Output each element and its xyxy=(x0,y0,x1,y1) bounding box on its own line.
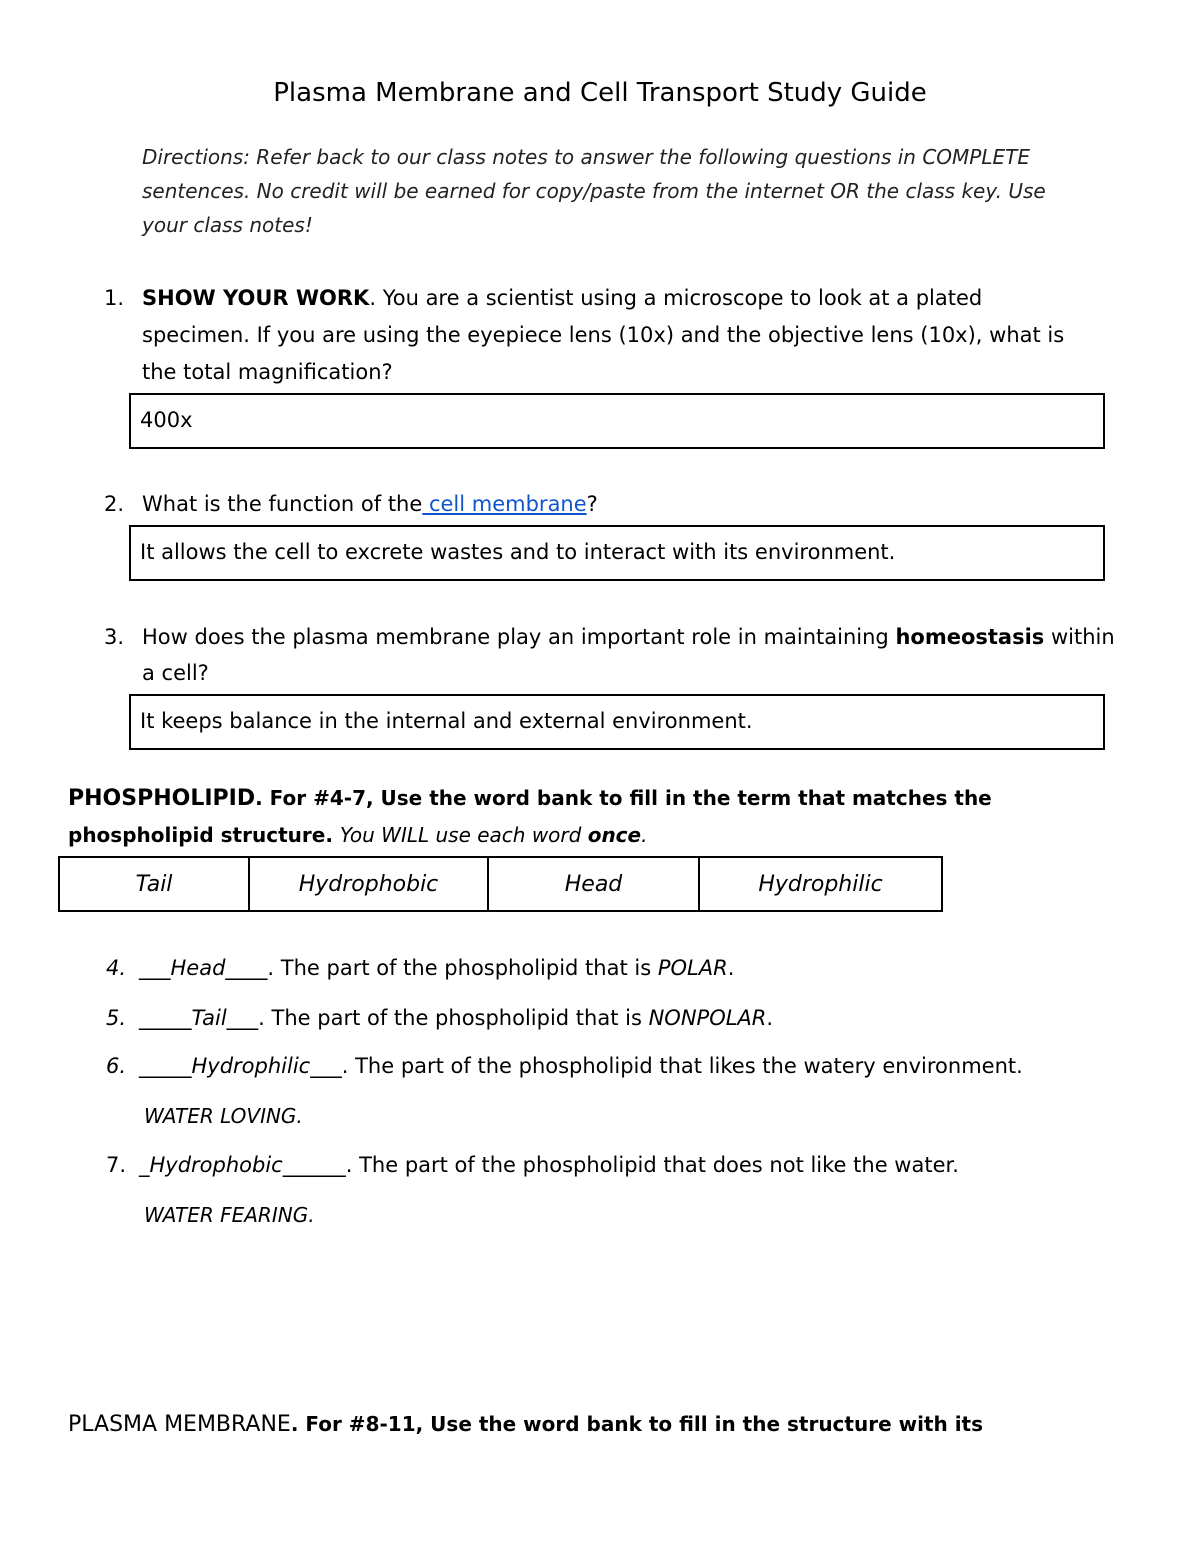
fill-in-5 xyxy=(139,1000,773,1037)
question-1-number: 1. xyxy=(104,286,125,310)
fill-in-5-emphasis: NONPOLAR xyxy=(648,1006,767,1030)
plasma-membrane-instruction: . For #8-11, Use the word bank to fill in the structure with its xyxy=(290,1412,984,1436)
phospholipid-structure-label: phospholipid structure xyxy=(68,823,326,847)
fill-in-4-emphasis: POLAR xyxy=(657,956,728,980)
question-2-number: 2. xyxy=(104,492,125,516)
fill-in-7-text: . The part of the phospholipid that does not like the water. xyxy=(345,1153,959,1177)
question-1-answer-box[interactable] xyxy=(129,393,1105,449)
question-1-answer: 400x xyxy=(140,408,193,432)
period-end: . xyxy=(641,823,648,847)
question-1-text: . You are a scientist using a microscope to look at a plated xyxy=(369,286,983,310)
fill-in-6-text: . The part of the phospholipid that likes the watery environment. xyxy=(341,1054,1023,1078)
phospholipid-instructions-line-2 xyxy=(68,817,647,854)
plasma-membrane-heading: PLASMA MEMBRANE xyxy=(68,1412,291,1437)
homeostasis-term: homeostasis xyxy=(895,625,1045,649)
question-1-line-1 xyxy=(142,280,982,317)
question-2-answer: It allows the cell to excrete wastes and to interact with its environment. xyxy=(140,540,896,564)
question-1-line-2: specimen. If you are using the eyepiece lens (10x) and the objective lens (10x), what is xyxy=(142,323,1065,347)
directions-line-1: Directions: Refer back to our class notes to answer the following questions in COMPLETE xyxy=(142,145,1030,169)
fill-in-6 xyxy=(139,1048,1023,1085)
fill-in-7-subtext: WATER FEARING. xyxy=(144,1203,315,1227)
once-emphasis: once xyxy=(587,823,642,847)
fill-in-6-answer[interactable]: _____Hydrophilic___ xyxy=(139,1054,342,1078)
fill-in-6-subtext: WATER LOVING. xyxy=(144,1104,303,1128)
directions-line-2: sentences. No credit will be earned for copy/paste from the internet OR the class key. Use xyxy=(142,179,1046,203)
phospholipid-heading: PHOSPHOLIPID xyxy=(68,786,256,811)
question-2-answer-box[interactable] xyxy=(129,525,1105,581)
question-2-prefix: What is the function of the xyxy=(142,492,423,516)
question-2-text xyxy=(142,486,598,523)
fill-in-4-end: . xyxy=(727,956,735,980)
fill-in-4-text: . The part of the phospholipid that is xyxy=(267,956,658,980)
question-3-prefix: How does the plasma membrane play an important role in maintaining xyxy=(142,625,896,649)
fill-in-5-text: . The part of the phospholipid that is xyxy=(258,1006,649,1030)
question-1-line-3: the total magnification? xyxy=(142,360,393,384)
phospholipid-instructions-line-1 xyxy=(68,780,992,817)
page-title: Plasma Membrane and Cell Transport Study Guide xyxy=(273,78,927,108)
fill-in-4-number: 4. xyxy=(106,956,127,980)
show-your-work-label: SHOW YOUR WORK xyxy=(142,286,370,310)
word-bank-head: Head xyxy=(488,857,699,911)
question-3-line-2: a cell? xyxy=(142,661,209,685)
phospholipid-instruction: . For #4-7, Use the word bank to fill in the term that matches the xyxy=(255,786,992,810)
fill-in-4-answer[interactable]: ___Head____ xyxy=(139,956,268,980)
fill-in-5-end: . xyxy=(766,1006,774,1030)
use-each-word-note: You WILL use each word xyxy=(339,823,588,847)
word-bank-hydrophilic: Hydrophilic xyxy=(699,857,942,911)
fill-in-5-answer[interactable]: _____Tail___ xyxy=(139,1006,259,1030)
cell-membrane-link[interactable]: cell membrane xyxy=(422,492,587,516)
fill-in-7-number: 7. xyxy=(106,1153,127,1177)
question-3-line-1 xyxy=(142,619,1115,656)
plasma-membrane-instructions xyxy=(68,1406,983,1443)
fill-in-4 xyxy=(139,950,734,987)
question-2-suffix: ? xyxy=(586,492,598,516)
fill-in-7-answer[interactable]: _Hydrophobic______ xyxy=(139,1153,346,1177)
period: . xyxy=(325,823,340,847)
question-3-number: 3. xyxy=(104,625,125,649)
word-bank-hydrophobic: Hydrophobic xyxy=(249,857,488,911)
word-bank-tail: Tail xyxy=(59,857,249,911)
fill-in-7 xyxy=(139,1147,959,1184)
question-3-answer: It keeps balance in the internal and external environment. xyxy=(140,709,753,733)
word-bank-table xyxy=(58,856,943,912)
word-bank-row xyxy=(59,857,942,911)
directions-line-3: your class notes! xyxy=(142,213,313,237)
question-3-answer-box[interactable] xyxy=(129,694,1105,750)
question-3-suffix: within xyxy=(1044,625,1115,649)
fill-in-6-number: 6. xyxy=(106,1054,127,1078)
fill-in-5-number: 5. xyxy=(106,1006,127,1030)
